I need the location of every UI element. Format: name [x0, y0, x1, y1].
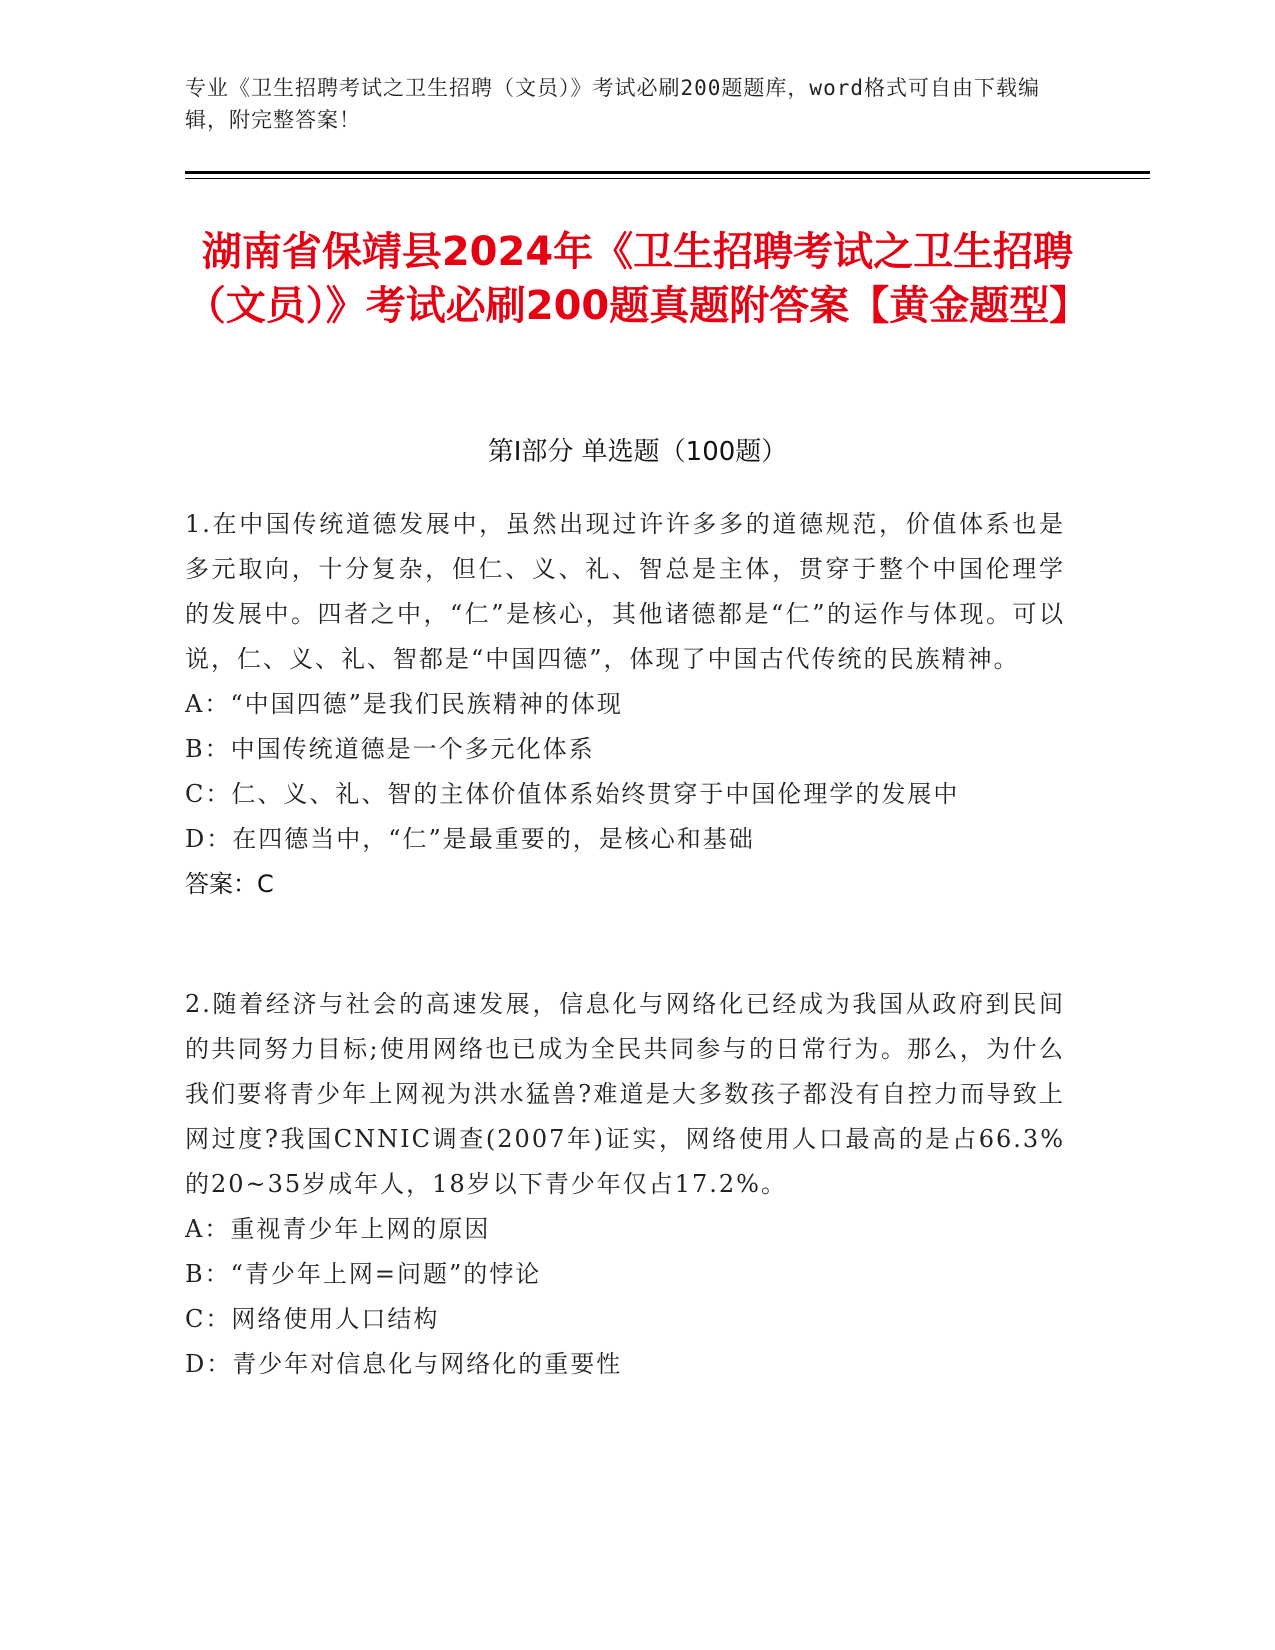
option-d: D：在四德当中，“仁”是最重要的，是核心和基础 — [185, 825, 755, 853]
question-1 — [185, 502, 1065, 907]
header-rule-thick — [185, 171, 1150, 174]
header-note: 专业《卫生招聘考试之卫生招聘（文员）》考试必刷200题题库，word格式可自由下载编辑，附完整答案！ — [185, 76, 1040, 132]
section-heading: 第Ⅰ部分 单选题（100题） — [487, 437, 788, 467]
option-b: B：中国传统道德是一个多元化体系 — [185, 735, 595, 763]
question-stem: 1.在中国传统道德发展中，虽然出现过许许多多的道德规范，价值体系也是多元取向，十分复杂，但仁、义、礼、智总是主体，贯穿于整个中国伦理学的发展中。四者之中，“仁”是核心，其他诸德都是“仁”的运作与体现。可以说，仁、义、礼、智都是“中国四德”，体现了中国古代传统的民族精神。 — [185, 510, 1065, 673]
question-2 — [185, 982, 1065, 1387]
question-stem: 2.随着经济与社会的高速发展，信息化与网络化已经成为我国从政府到民间的共同努力目标;使用网络也已成为全民共同参与的日常行为。那么，为什么我们要将青少年上网视为洪水猛兽?难道是大多数孩子都没有自控力而导致上网过度?我国CNNIC调查(2007年)证实，网络使用人口最高的是占66.3%的20~35岁成年人，18岁以下青少年仅占17.2%。 — [185, 990, 1065, 1198]
option-d: D：青少年对信息化与网络化的重要性 — [185, 1350, 623, 1378]
header-rule-thin — [185, 178, 1150, 179]
option-c: C：网络使用人口结构 — [185, 1305, 440, 1333]
option-a: A：重视青少年上网的原因 — [185, 1215, 491, 1243]
answer-label: 答案：C — [185, 870, 274, 898]
option-b: B：“青少年上网=问题”的悖论 — [185, 1260, 542, 1288]
document-title: 湖南省保靖县2024年《卫生招聘考试之卫生招聘（文员）》考试必刷200题真题附答案【黄金题型】 — [185, 229, 1090, 329]
option-a: A：“中国四德”是我们民族精神的体现 — [185, 690, 623, 718]
option-c: C：仁、义、礼、智的主体价值体系始终贯穿于中国伦理学的发展中 — [185, 780, 960, 808]
